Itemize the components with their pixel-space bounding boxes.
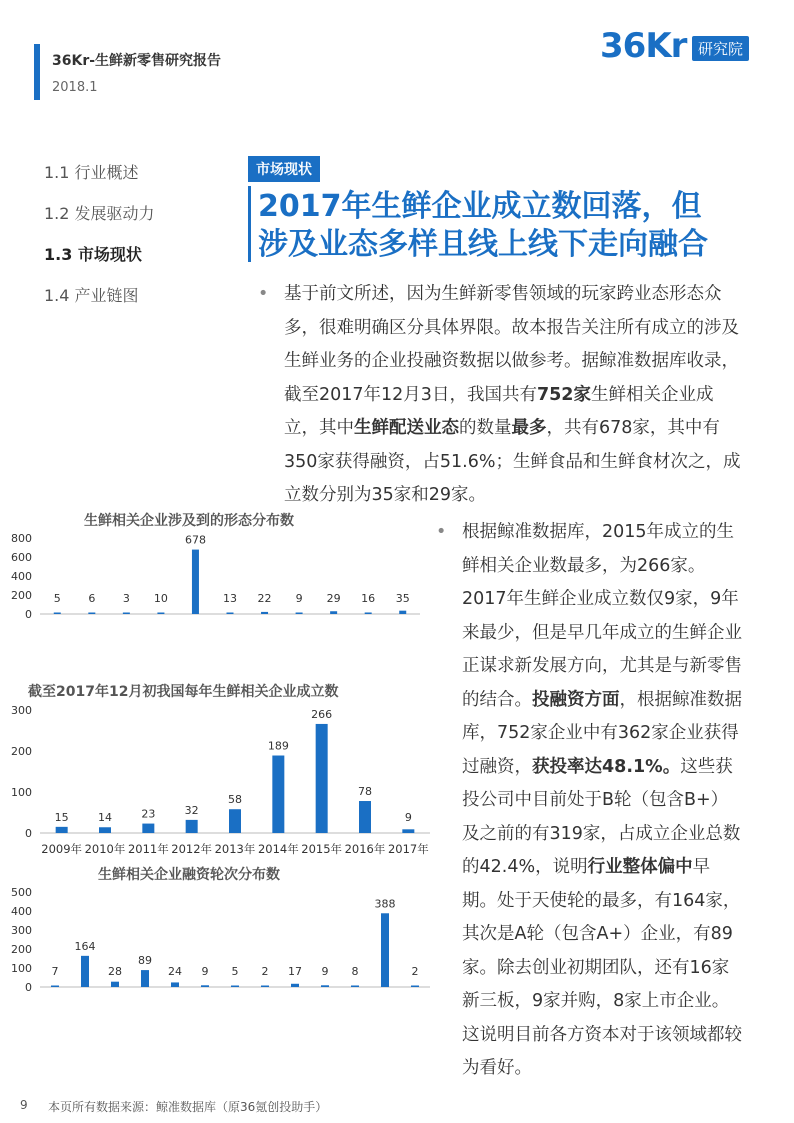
- bar: [111, 982, 119, 987]
- x-tick-label: 2012年: [171, 842, 213, 856]
- bar: [201, 985, 209, 987]
- chart-3: [0, 884, 436, 994]
- bar: [381, 913, 389, 987]
- headline-line-2: 涉及业态多样且线上线下走向融合: [258, 227, 708, 262]
- paragraph-2-text: [440, 516, 744, 1086]
- bar: [411, 986, 419, 988]
- nav-item-drivers[interactable]: 1.2 发展驱动力: [44, 204, 155, 223]
- y-tick-label: 0: [25, 981, 32, 994]
- y-tick-label: 300: [11, 704, 32, 717]
- bar: [321, 985, 329, 987]
- data-label: 13: [223, 592, 237, 605]
- data-label: 15: [54, 810, 69, 824]
- data-label: 35: [395, 592, 410, 605]
- data-label: 164: [74, 939, 96, 953]
- x-tick-label: 2017年: [387, 842, 429, 856]
- data-label: 10: [153, 592, 168, 605]
- data-label: 9: [201, 965, 209, 978]
- data-label: 78: [358, 785, 372, 799]
- y-tick-label: 0: [25, 608, 32, 621]
- data-label: 8: [351, 965, 359, 978]
- bullet-icon: •: [258, 284, 269, 304]
- data-label: 189: [267, 739, 289, 753]
- bar: [229, 809, 241, 833]
- bar: [88, 613, 95, 615]
- x-tick-label: 2009年: [41, 842, 83, 856]
- header-accent-bar: [34, 44, 40, 100]
- data-label: 28: [108, 965, 122, 978]
- bar: [402, 829, 414, 833]
- bar: [192, 550, 199, 614]
- x-tick-label: 2011年: [127, 842, 169, 856]
- bar: [261, 986, 269, 988]
- p2-text-3: 这些获投公司中目前处于B轮（包含B+）及之前的有319家，占成立企业总数的42.4%，说明: [462, 756, 741, 877]
- bar: [261, 612, 268, 614]
- x-tick-label: 2016年: [344, 842, 386, 856]
- bar: [291, 984, 299, 987]
- y-tick-label: 600: [11, 551, 32, 564]
- y-tick-label: 400: [11, 570, 32, 583]
- p2-bold-1: 投融资方面: [532, 689, 620, 710]
- p1-bold-2: 生鲜配送业态: [354, 418, 459, 438]
- p1-text-2: 生鲜相关企业成立，其中: [284, 384, 714, 438]
- p2-text-4: 早期。处于天使轮的最多，有164家，其次是A轮（包含A+）企业，有89家。除去创业初期团队，还有16家新三板，9家并购，8家上市企业。这说明目前各方资本对于该领域都较为看好。: [462, 857, 742, 1078]
- bar: [186, 820, 198, 833]
- bar: [296, 613, 303, 615]
- y-tick-label: 300: [11, 924, 32, 937]
- x-tick-label: 2014年: [257, 842, 299, 856]
- bar: [359, 801, 371, 833]
- data-label: 9: [404, 811, 412, 824]
- p2-text-2: ，根据鲸准数据库，752家企业中有362家企业获得过融资，: [462, 689, 742, 777]
- p1-text-3: 的数量: [459, 418, 512, 438]
- bullet-paragraph-2: [436, 516, 744, 1086]
- data-label: 23: [141, 807, 156, 821]
- data-label: 6: [88, 592, 96, 605]
- x-tick-label: 2010年: [84, 842, 126, 856]
- bar: [171, 982, 179, 987]
- logo-sub: 研究院: [692, 36, 749, 61]
- data-source-note: 本页所有数据来源：鲸准数据库（原36氪创投助手）: [48, 1100, 328, 1114]
- bar: [316, 724, 328, 833]
- bar: [330, 611, 337, 614]
- chart-1: [0, 528, 430, 628]
- headline-rule: [248, 186, 251, 262]
- bar: [272, 756, 284, 833]
- y-tick-label: 100: [11, 962, 32, 975]
- data-label: 7: [51, 965, 59, 978]
- data-label: 266: [311, 707, 333, 721]
- section-tag: 市场现状: [248, 156, 320, 182]
- logo: [600, 22, 775, 70]
- data-label: 2: [411, 965, 419, 978]
- report-date: 2018.1: [52, 80, 98, 95]
- data-label: 29: [326, 592, 341, 605]
- p1-bold-1: 752家: [536, 384, 591, 405]
- y-tick-label: 200: [11, 589, 32, 602]
- data-label: 2: [261, 965, 269, 978]
- bar: [99, 827, 111, 833]
- y-tick-label: 500: [11, 886, 32, 899]
- bar: [81, 956, 89, 987]
- section-nav: [44, 162, 155, 326]
- data-label: 5: [53, 592, 61, 605]
- data-label: 58: [228, 793, 242, 807]
- bar: [141, 970, 149, 987]
- y-tick-label: 800: [11, 532, 32, 545]
- bar: [56, 827, 68, 833]
- bar: [365, 612, 372, 614]
- bar: [351, 985, 359, 987]
- p1-text-1: 基于前文所述，因为生鲜新零售领域的玩家跨业态形态众多，很难明确区分具体界限。故本报告关注所有成立的涉及生鲜业务的企业投融资数据以做参考。据鲸准数据库收录，截至2017年12月3日，我国共有: [284, 284, 739, 405]
- bar: [399, 611, 406, 614]
- chart-3-title: 生鲜相关企业融资轮次分布数: [98, 867, 280, 883]
- bar: [142, 824, 154, 833]
- data-label: 16: [361, 592, 376, 605]
- logo-main: 36Kr: [600, 26, 687, 66]
- bullet-paragraph-1: [258, 278, 744, 513]
- chart-2-title: 截至2017年12月初我国每年生鲜相关企业成立数: [28, 684, 339, 700]
- page-number: 9: [20, 1098, 28, 1112]
- bullet-icon: •: [436, 522, 447, 542]
- bar: [54, 613, 61, 615]
- data-label: 17: [288, 965, 302, 978]
- data-label: 32: [184, 803, 199, 817]
- y-tick-label: 100: [11, 786, 32, 799]
- bar: [231, 986, 239, 988]
- data-label: 22: [257, 592, 272, 605]
- chart-1-title: 生鲜相关企业涉及到的形态分布数: [84, 513, 294, 529]
- paragraph-1-text: [262, 278, 744, 513]
- x-tick-label: 2015年: [301, 842, 343, 856]
- bar: [157, 613, 164, 615]
- data-label: 388: [374, 897, 396, 911]
- headline-line-1: 2017年生鲜企业成立数回落，但: [258, 189, 702, 224]
- p1-text-4: ，共有678家，其中有350家获得融资，占51.6%；生鲜食品和生鲜食材次之，成立数分别为35家和29家。: [284, 418, 741, 505]
- data-label: 3: [122, 592, 130, 605]
- y-tick-label: 200: [11, 943, 32, 956]
- y-tick-label: 0: [25, 827, 32, 840]
- y-tick-label: 200: [11, 745, 32, 758]
- y-tick-label: 400: [11, 905, 32, 918]
- bar: [51, 986, 59, 988]
- chart-2: [0, 700, 436, 865]
- nav-item-market-status[interactable]: 1.3 市场现状: [44, 245, 142, 264]
- report-title: 36Kr-生鲜新零售研究报告: [52, 53, 222, 69]
- data-label: 14: [98, 811, 112, 824]
- nav-item-overview[interactable]: 1.1 行业概述: [44, 163, 139, 182]
- data-label: 9: [295, 592, 303, 605]
- page-headline: [258, 188, 758, 264]
- p1-bold-3: 最多: [511, 418, 547, 438]
- p2-bold-2: 获投率达48.1%。: [532, 756, 681, 777]
- data-label: 5: [231, 965, 239, 978]
- data-label: 89: [138, 954, 152, 968]
- bar: [123, 613, 130, 615]
- x-tick-label: 2013年: [214, 842, 256, 856]
- data-label: 9: [321, 965, 329, 978]
- p2-text-1: 根据鲸准数据库，2015年成立的生鲜相关企业数最多，为266家。2017年生鲜企业成立数仅9家，9年来最少，但是早几年成立的生鲜企业正谋求新发展方向，尤其是与新零售的结合。: [462, 522, 742, 710]
- data-label: 678: [184, 533, 206, 547]
- data-label: 24: [168, 965, 182, 978]
- p2-bold-3: 行业整体偏中: [587, 857, 693, 877]
- nav-item-industry-chain[interactable]: 1.4 产业链图: [44, 286, 139, 305]
- bar: [227, 613, 234, 615]
